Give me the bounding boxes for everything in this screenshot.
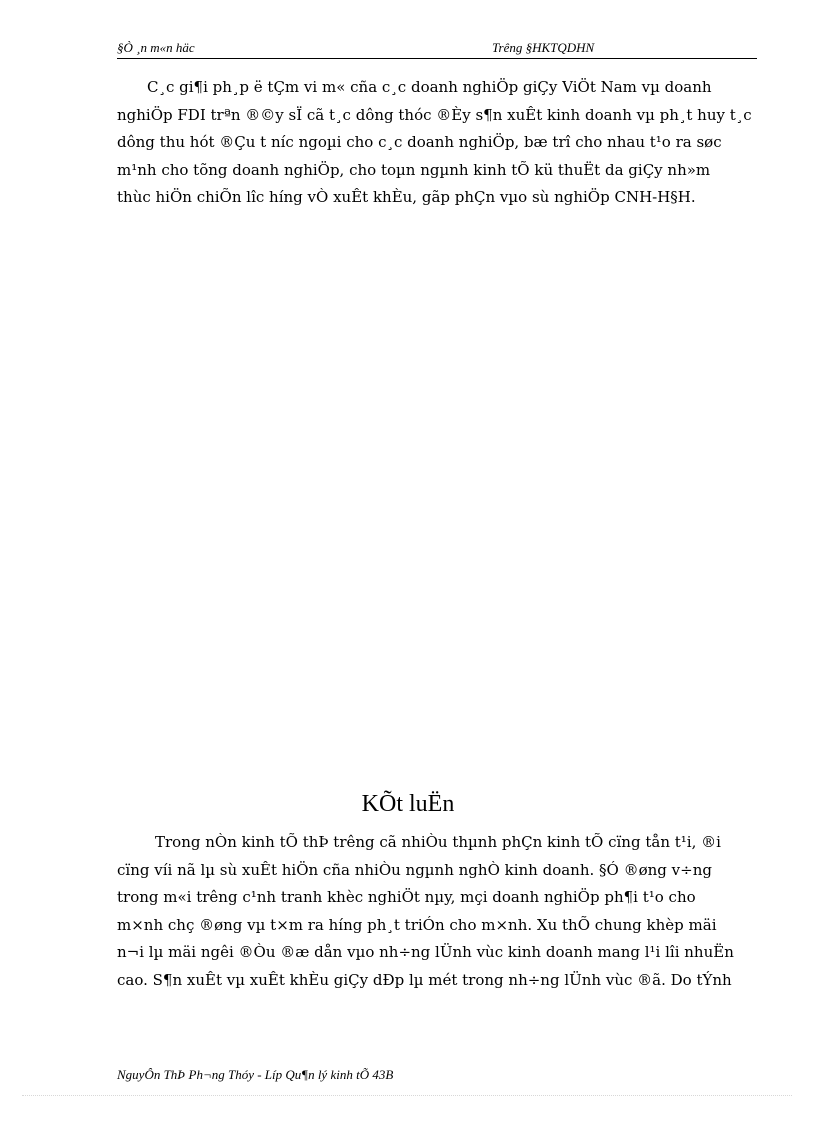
header-university-label: Trêng §HKTQDHN bbox=[492, 40, 595, 55]
paragraph-line: n¬i lµ mäi ngêi ®Òu ®æ dån vµo nh÷ng lÜnh vùc kinh doanh mang l¹i lîi nhuËn bbox=[117, 943, 734, 961]
page-bottom-divider bbox=[22, 1095, 792, 1096]
paragraph-line: m¹nh cho tõng doanh nghiÖp, cho toµn ngµnh kinh tÕ kü thuËt da giÇy nh»m bbox=[117, 160, 711, 179]
paragraph-line: cïng víi nã lµ sù xuÊt hiÖn cña nhiÒu ngµnh nghÒ kinh doanh. §Ó ®øng v÷ng bbox=[117, 860, 712, 879]
solutions-paragraph bbox=[117, 74, 757, 212]
paragraph-line: cao. S¶n xuÊt vµ xuÊt khÈu giÇy dÐp lµ mét trong nh÷ng lÜnh vùc ®ã. Do tÝnh bbox=[117, 970, 732, 989]
header-course-label: §Ò ¸n m«n häc bbox=[117, 40, 195, 55]
conclusion-heading: KÕt luËn bbox=[361, 791, 455, 817]
conclusion-paragraph bbox=[117, 829, 757, 994]
paragraph-line: thùc hiÖn chiÕn lîc híng vÒ xuÊt khÈu, gãp phÇn vµo sù nghiÖp CNH-H§H. bbox=[117, 188, 696, 206]
paragraph-line: nghiÖp FDI trªn ®©y sÏ cã t¸c dông thóc ®Èy s¶n xuÊt kinh doanh vµ ph¸t huy t¸c bbox=[117, 105, 752, 124]
page-header bbox=[117, 38, 757, 59]
paragraph-line: trong m«i trêng c¹nh tranh khèc nghiÖt nµy, mçi doanh nghiÖp ph¶i t¹o cho bbox=[117, 888, 696, 906]
page-footer-author: NguyÔn ThÞ Ph¬ng Thóy - Líp Qu¶n lý kinh tÕ 43B bbox=[117, 1067, 394, 1082]
paragraph-line: C¸c gi¶i ph¸p ë tÇm vi m« cña c¸c doanh nghiÖp giÇy ViÖt Nam vµ doanh bbox=[147, 78, 712, 96]
paragraph-line: m×nh chç ®øng vµ t×m ra híng ph¸t triÓn cho m×nh. Xu thÕ chung khèp mäi bbox=[117, 915, 717, 934]
paragraph-line: dông thu hót ®Çu t níc ngoµi cho c¸c doanh nghiÖp, bæ trî cho nhau t¹o ra søc bbox=[117, 133, 722, 151]
paragraph-line: Trong nÒn kinh tÕ thÞ trêng cã nhiÒu thµnh phÇn kinh tÕ cïng tån t¹i, ®i bbox=[155, 833, 721, 851]
